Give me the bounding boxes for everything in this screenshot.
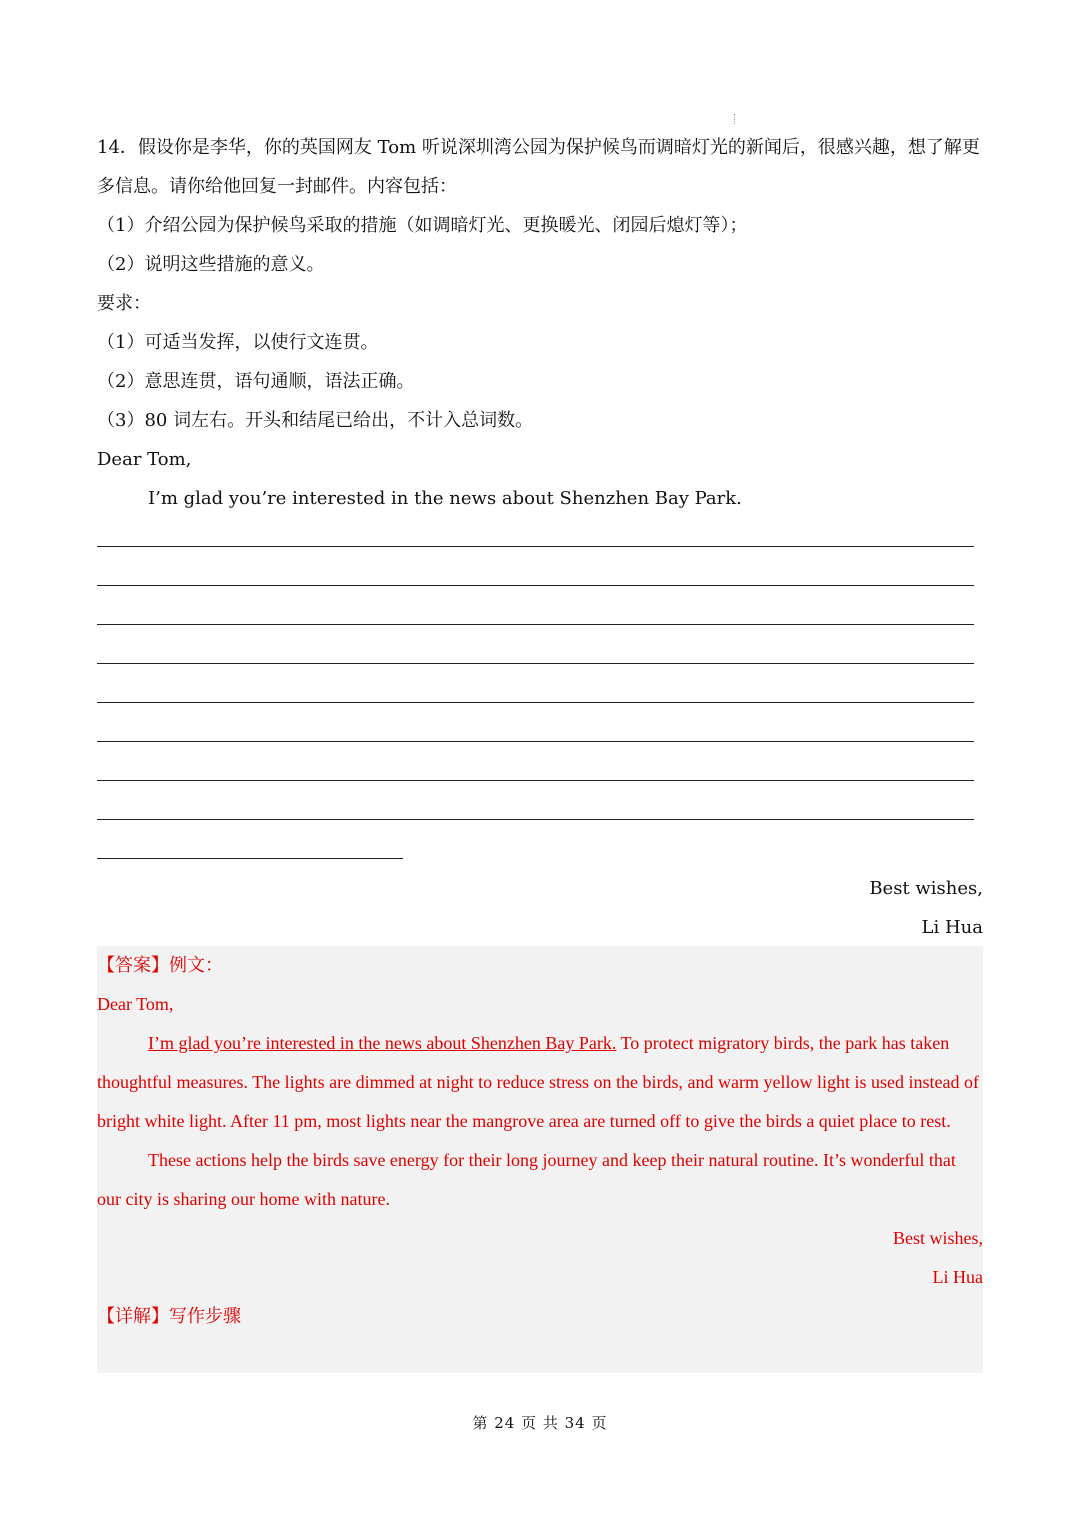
writing-line[interactable]: [97, 663, 974, 664]
answer-greeting: Dear Tom,: [97, 994, 174, 1014]
corner-mark: [734, 114, 736, 124]
content-item-2: （2）说明这些措施的意义。: [97, 254, 325, 275]
writing-line[interactable]: [97, 702, 974, 703]
answer-closing: Best wishes,: [893, 1228, 983, 1248]
writing-line[interactable]: [97, 741, 974, 742]
writing-line[interactable]: [97, 780, 974, 781]
question-block: [97, 128, 983, 518]
letter-closing: Best wishes,: [869, 878, 983, 899]
requirement-3: （3）80 词左右。开头和结尾已给出，不计入总词数。: [97, 410, 534, 431]
letter-opening: I’m glad you’re interested in the news about Shenzhen Bay Park.: [148, 488, 742, 509]
answer-signature: Li Hua: [932, 1267, 983, 1287]
writing-line[interactable]: [97, 624, 974, 625]
answer-paragraph-2: These actions help the birds save energy for their long journey and keep their natural routine. It’s wonderful that our city is sharing our home with nature.: [97, 1150, 956, 1209]
requirement-1: （1）可适当发挥，以使行文连贯。: [97, 332, 379, 353]
detail-label: 【详解】写作步骤: [97, 1306, 241, 1326]
letter-signature: Li Hua: [921, 917, 983, 938]
page-footer: 第 24 页 共 34 页: [472, 1414, 608, 1432]
answer-opening-underlined: I’m glad you’re interested in the news about Shenzhen Bay Park.: [148, 1033, 617, 1053]
requirement-2: （2）意思连贯，语句通顺，语法正确。: [97, 371, 415, 392]
answer-paragraph-1: [97, 1024, 983, 1141]
answer-block: [97, 946, 983, 1373]
writing-lines[interactable]: [97, 546, 974, 897]
answer-para1-text: To protect migratory birds, the park has taken thoughtful measures. The lights are dimmed at night to reduce stress on the birds, and warm yellow light is used instead of bright white light. After 11 pm, most lights near the mangrove area are turned off to give the birds a quiet place to rest.: [97, 1033, 979, 1131]
letter-greeting: Dear Tom,: [97, 449, 192, 470]
writing-line[interactable]: [97, 819, 974, 820]
content-item-1: （1）介绍公园为保护候鸟采取的措施（如调暗灯光、更换暖光、闭园后熄灯等）；: [97, 215, 748, 236]
question-intro: 14．假设你是李华，你的英国网友 Tom 听说深圳湾公园为保护候鸟而调暗灯光的新闻后，很感兴趣，想了解更多信息。请你给他回复一封邮件。内容包括：: [97, 137, 980, 197]
requirements-title: 要求：: [97, 293, 151, 314]
letter-sign-off: [869, 869, 983, 947]
writing-line-short[interactable]: [97, 858, 403, 859]
answer-label: 【答案】例文：: [97, 955, 223, 975]
writing-line[interactable]: [97, 585, 974, 586]
writing-line[interactable]: [97, 546, 974, 547]
